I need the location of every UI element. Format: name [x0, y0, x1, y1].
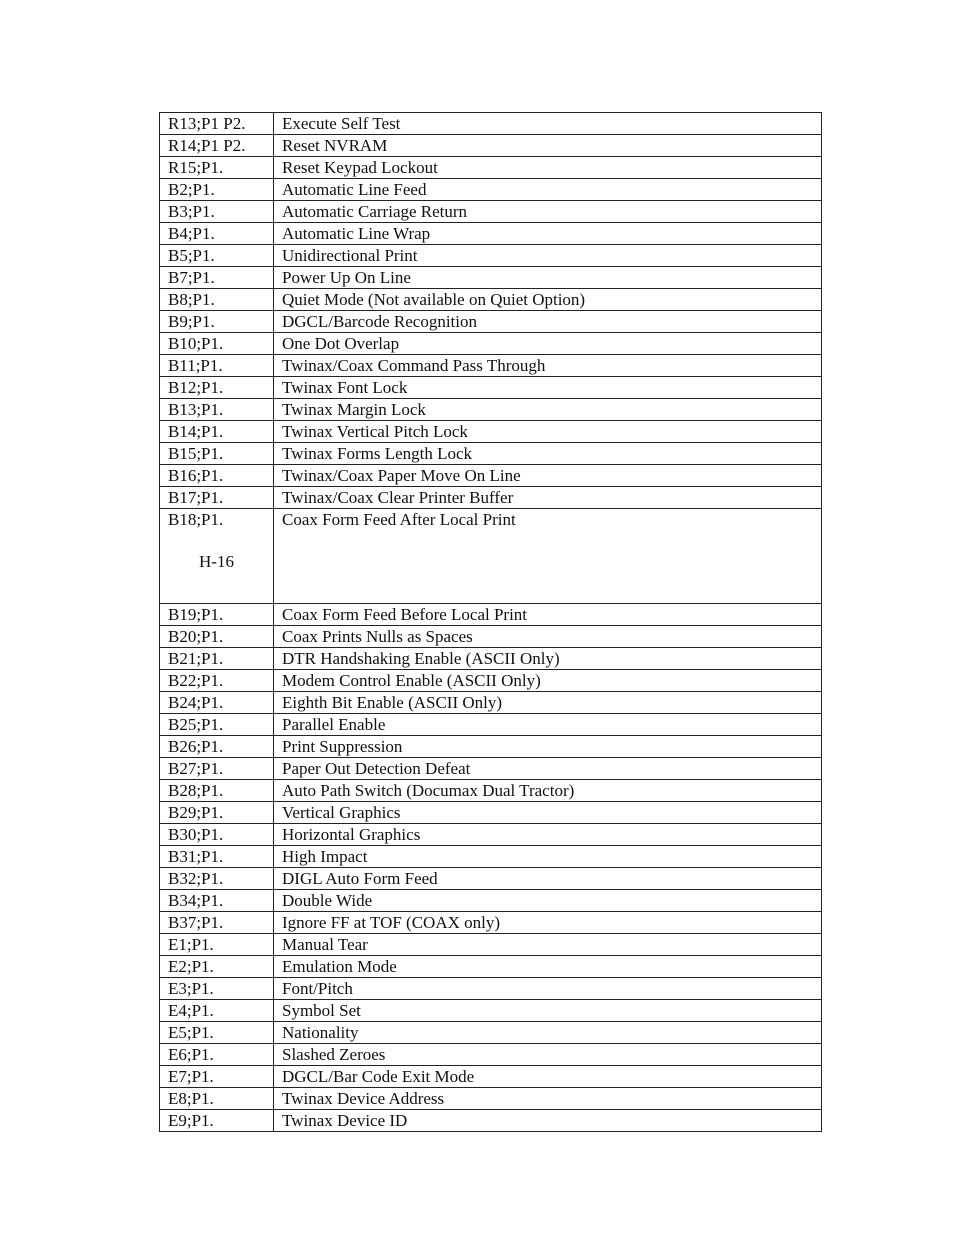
command-code: B15;P1. — [168, 444, 224, 463]
command-description: Paper Out Detection Defeat — [282, 759, 471, 778]
command-description: DGCL/Bar Code Exit Mode — [282, 1067, 475, 1086]
command-code-cell — [160, 245, 274, 267]
table-row — [160, 758, 822, 780]
command-code: B11;P1. — [168, 356, 223, 375]
command-description-cell — [274, 1022, 822, 1044]
command-table — [159, 112, 822, 1132]
command-description: Automatic Carriage Return — [282, 202, 468, 221]
command-code: B28;P1. — [168, 781, 224, 800]
command-description-cell — [274, 1000, 822, 1022]
table-row — [160, 399, 822, 421]
table-row — [160, 421, 822, 443]
table-row — [160, 509, 822, 604]
command-description-cell — [274, 509, 822, 604]
table-row — [160, 670, 822, 692]
command-description: Vertical Graphics — [282, 803, 401, 822]
command-description-cell — [274, 245, 822, 267]
command-code-cell — [160, 802, 274, 824]
command-code-cell — [160, 1044, 274, 1066]
command-code: B34;P1. — [168, 891, 224, 910]
command-code-cell — [160, 289, 274, 311]
command-code-cell — [160, 758, 274, 780]
command-description-cell — [274, 780, 822, 802]
table-row — [160, 113, 822, 135]
command-code: E7;P1. — [168, 1067, 214, 1086]
table-row — [160, 267, 822, 289]
command-code: B37;P1. — [168, 913, 224, 932]
table-row — [160, 1110, 822, 1132]
command-code-cell — [160, 377, 274, 399]
command-description: Twinax/Coax Clear Printer Buffer — [282, 488, 514, 507]
command-description-cell — [274, 377, 822, 399]
command-description-cell — [274, 912, 822, 934]
command-description-cell — [274, 421, 822, 443]
command-code-cell — [160, 1110, 274, 1132]
table-row — [160, 1000, 822, 1022]
command-code: B22;P1. — [168, 671, 224, 690]
command-description-cell — [274, 135, 822, 157]
command-code: B14;P1. — [168, 422, 224, 441]
table-row — [160, 311, 822, 333]
command-code-cell — [160, 956, 274, 978]
table-row — [160, 333, 822, 355]
command-description-cell — [274, 626, 822, 648]
command-description-cell — [274, 714, 822, 736]
command-description: Twinax/Coax Paper Move On Line — [282, 466, 521, 485]
command-code-cell — [160, 824, 274, 846]
command-code: E5;P1. — [168, 1023, 214, 1042]
command-description-cell — [274, 267, 822, 289]
command-description-cell — [274, 355, 822, 377]
command-description: Manual Tear — [282, 935, 368, 954]
command-code-cell — [160, 311, 274, 333]
command-description-cell — [274, 758, 822, 780]
command-code-cell — [160, 443, 274, 465]
command-code: E9;P1. — [168, 1111, 214, 1130]
command-code: B24;P1. — [168, 693, 224, 712]
command-code: B25;P1. — [168, 715, 224, 734]
command-description: Twinax Device ID — [282, 1111, 408, 1130]
command-code-cell — [160, 912, 274, 934]
command-description: Twinax Margin Lock — [282, 400, 426, 419]
command-code-cell — [160, 604, 274, 626]
command-code-cell — [160, 421, 274, 443]
command-code: B4;P1. — [168, 224, 215, 243]
command-code-cell — [160, 780, 274, 802]
command-code-cell — [160, 626, 274, 648]
command-description-cell — [274, 824, 822, 846]
command-description: Coax Prints Nulls as Spaces — [282, 627, 473, 646]
command-description: Twinax Vertical Pitch Lock — [282, 422, 468, 441]
table-row — [160, 377, 822, 399]
command-description: Font/Pitch — [282, 979, 353, 998]
command-code: B31;P1. — [168, 847, 224, 866]
command-description: Quiet Mode (Not available on Quiet Option) — [282, 290, 586, 309]
command-description: Reset NVRAM — [282, 136, 388, 155]
command-code-cell — [160, 113, 274, 135]
command-code-cell — [160, 890, 274, 912]
command-description-cell — [274, 465, 822, 487]
command-description-cell — [274, 604, 822, 626]
command-description: Coax Form Feed Before Local Print — [282, 605, 528, 624]
command-code-cell — [160, 1066, 274, 1088]
command-description-cell — [274, 868, 822, 890]
command-description: Twinax Font Lock — [282, 378, 408, 397]
command-code: B3;P1. — [168, 202, 215, 221]
command-code-cell — [160, 135, 274, 157]
command-description: DIGL Auto Form Feed — [282, 869, 438, 888]
command-code-cell — [160, 487, 274, 509]
command-description-cell — [274, 157, 822, 179]
command-code-cell — [160, 333, 274, 355]
command-description-cell — [274, 223, 822, 245]
command-code: R13;P1 P2. — [168, 114, 246, 133]
table-row — [160, 846, 822, 868]
command-description: Unidirectional Print — [282, 246, 418, 265]
table-row — [160, 714, 822, 736]
table-row — [160, 802, 822, 824]
command-description: Automatic Line Wrap — [282, 224, 431, 243]
command-code-cell — [160, 1000, 274, 1022]
table-row — [160, 978, 822, 1000]
command-code-cell — [160, 736, 274, 758]
command-description-cell — [274, 956, 822, 978]
command-code: E6;P1. — [168, 1045, 214, 1064]
command-code: R14;P1 P2. — [168, 136, 246, 155]
table-row — [160, 223, 822, 245]
table-row — [160, 868, 822, 890]
command-code: B19;P1. — [168, 605, 224, 624]
table-row — [160, 487, 822, 509]
command-description: Auto Path Switch (Documax Dual Tractor) — [282, 781, 575, 800]
table-row — [160, 1044, 822, 1066]
command-code: B8;P1. — [168, 290, 215, 309]
table-row — [160, 1022, 822, 1044]
table-row — [160, 912, 822, 934]
command-description-cell — [274, 692, 822, 714]
command-description-cell — [274, 670, 822, 692]
command-code: E1;P1. — [168, 935, 214, 954]
table-row — [160, 692, 822, 714]
table-row — [160, 355, 822, 377]
command-code: B17;P1. — [168, 488, 224, 507]
command-description: DTR Handshaking Enable (ASCII Only) — [282, 649, 560, 668]
command-description: Parallel Enable — [282, 715, 386, 734]
table-row — [160, 289, 822, 311]
table-row — [160, 648, 822, 670]
command-description: Emulation Mode — [282, 957, 397, 976]
command-description: High Impact — [282, 847, 368, 866]
command-description-cell — [274, 934, 822, 956]
command-code-cell — [160, 201, 274, 223]
command-code: B21;P1. — [168, 649, 224, 668]
command-code: B27;P1. — [168, 759, 224, 778]
table-row — [160, 135, 822, 157]
command-code-cell — [160, 714, 274, 736]
command-description-cell — [274, 201, 822, 223]
command-description-cell — [274, 846, 822, 868]
command-description-cell — [274, 399, 822, 421]
command-code: B16;P1. — [168, 466, 224, 485]
command-code: E8;P1. — [168, 1089, 214, 1108]
command-code: B2;P1. — [168, 180, 215, 199]
command-description: Print Suppression — [282, 737, 403, 756]
command-code: B10;P1. — [168, 334, 224, 353]
command-description: Slashed Zeroes — [282, 1045, 386, 1064]
command-description-cell — [274, 333, 822, 355]
table-row — [160, 1066, 822, 1088]
command-description-cell — [274, 443, 822, 465]
command-description-cell — [274, 289, 822, 311]
command-description-cell — [274, 113, 822, 135]
command-description-cell — [274, 1066, 822, 1088]
command-description-cell — [274, 1044, 822, 1066]
command-description: Eighth Bit Enable (ASCII Only) — [282, 693, 503, 712]
command-description: DGCL/Barcode Recognition — [282, 312, 477, 331]
table-row — [160, 956, 822, 978]
command-description: Power Up On Line — [282, 268, 411, 287]
command-code-cell — [160, 157, 274, 179]
command-description: Reset Keypad Lockout — [282, 158, 438, 177]
command-description-cell — [274, 487, 822, 509]
table-row — [160, 443, 822, 465]
table-row — [160, 179, 822, 201]
command-code-cell — [160, 223, 274, 245]
command-code-cell — [160, 692, 274, 714]
command-code-cell — [160, 399, 274, 421]
command-code-cell — [160, 934, 274, 956]
command-description: Coax Form Feed After Local Print — [282, 510, 516, 529]
command-description: Modem Control Enable (ASCII Only) — [282, 671, 541, 690]
command-code-cell — [160, 267, 274, 289]
table-row — [160, 245, 822, 267]
command-code: B9;P1. — [168, 312, 215, 331]
command-code: B12;P1. — [168, 378, 224, 397]
command-description-cell — [274, 1088, 822, 1110]
table-row — [160, 201, 822, 223]
command-description-cell — [274, 311, 822, 333]
command-code-cell — [160, 465, 274, 487]
table-row — [160, 934, 822, 956]
command-code: B29;P1. — [168, 803, 224, 822]
command-code-cell — [160, 846, 274, 868]
command-description-cell — [274, 890, 822, 912]
table-row — [160, 890, 822, 912]
command-description: Double Wide — [282, 891, 373, 910]
command-description: Horizontal Graphics — [282, 825, 421, 844]
command-code: R15;P1. — [168, 158, 224, 177]
command-code: B5;P1. — [168, 246, 215, 265]
command-description: One Dot Overlap — [282, 334, 400, 353]
table-row — [160, 1088, 822, 1110]
table-row — [160, 626, 822, 648]
command-code: E4;P1. — [168, 1001, 214, 1020]
command-code: B18;P1. — [168, 510, 224, 529]
command-code-cell — [160, 355, 274, 377]
table-row — [160, 157, 822, 179]
command-description: Symbol Set — [282, 1001, 361, 1020]
command-description-cell — [274, 648, 822, 670]
table-row — [160, 780, 822, 802]
command-code: B26;P1. — [168, 737, 224, 756]
command-code: B7;P1. — [168, 268, 215, 287]
command-code-cell — [160, 978, 274, 1000]
command-code: B20;P1. — [168, 627, 224, 646]
command-description: Twinax Device Address — [282, 1089, 445, 1108]
command-table-body — [160, 113, 822, 1132]
command-code-cell — [160, 179, 274, 201]
command-description-cell — [274, 179, 822, 201]
command-code: E3;P1. — [168, 979, 214, 998]
command-description-cell — [274, 736, 822, 758]
table-row — [160, 604, 822, 626]
command-description: Automatic Line Feed — [282, 180, 427, 199]
command-code-cell — [160, 1022, 274, 1044]
command-code: B32;P1. — [168, 869, 224, 888]
command-code-cell — [160, 868, 274, 890]
command-code: B30;P1. — [168, 825, 224, 844]
table-row — [160, 824, 822, 846]
command-description: Execute Self Test — [282, 114, 401, 133]
command-description: Twinax Forms Length Lock — [282, 444, 473, 463]
table-row — [160, 736, 822, 758]
command-description-cell — [274, 1110, 822, 1132]
command-code-cell — [160, 1088, 274, 1110]
command-code-cell — [160, 509, 274, 604]
command-description-cell — [274, 802, 822, 824]
command-description: Ignore FF at TOF (COAX only) — [282, 913, 501, 932]
command-code-cell — [160, 670, 274, 692]
command-code-cell — [160, 648, 274, 670]
command-description: Twinax/Coax Command Pass Through — [282, 356, 546, 375]
command-description: Nationality — [282, 1023, 359, 1042]
page-number: H-16 — [199, 552, 234, 571]
command-code: E2;P1. — [168, 957, 214, 976]
table-row — [160, 465, 822, 487]
command-description-cell — [274, 978, 822, 1000]
command-code: B13;P1. — [168, 400, 224, 419]
